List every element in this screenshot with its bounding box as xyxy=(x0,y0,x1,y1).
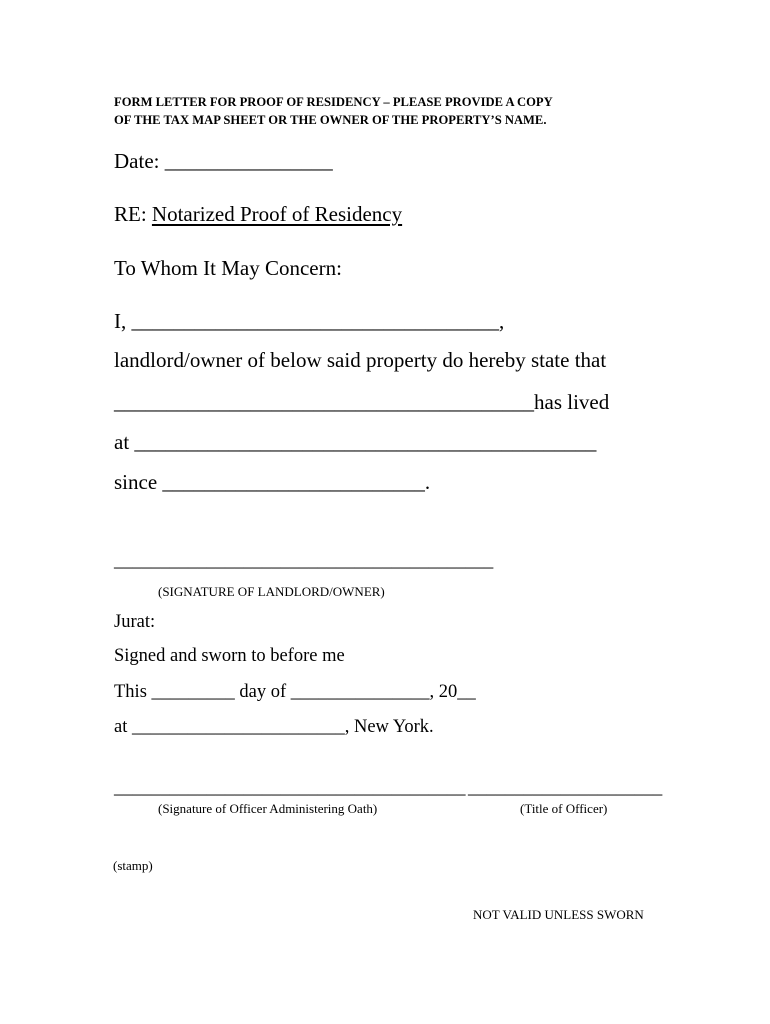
jurat-label: Jurat: xyxy=(114,612,156,632)
officer-signature-caption: (Signature of Officer Administering Oath) xyxy=(158,801,378,816)
landlord-signature-line: _________________________________________ xyxy=(114,551,494,571)
jurat-line-2: This _________ day of _______________, 20__ xyxy=(114,682,476,702)
landlord-signature-caption: (SIGNATURE OF LANDLORD/OWNER) xyxy=(158,584,385,599)
stamp-label: (stamp) xyxy=(113,858,153,873)
officer-signature-line: ______________________________________ xyxy=(114,778,466,798)
officer-title-caption: (Title of Officer) xyxy=(520,801,608,816)
body-line-3: ________________________________________has lived xyxy=(114,390,610,414)
header-line-2: OF THE TAX MAP SHEET OR THE OWNER OF THE PROPERTY’S NAME. xyxy=(114,113,547,127)
officer-title-line: _____________________ xyxy=(468,778,663,798)
re-subject: Notarized Proof of Residency xyxy=(151,202,403,226)
body-line-4: at ____________________________________________ xyxy=(114,430,597,454)
header-line-1: FORM LETTER FOR PROOF OF RESIDENCY – PLEASE PROVIDE A COPY xyxy=(114,95,553,109)
body-line-2: landlord/owner of below said property do hereby state that xyxy=(114,348,607,372)
salutation: To Whom It May Concern: xyxy=(114,256,342,280)
re-prefix: RE: xyxy=(114,202,152,226)
body-line-1: I, ___________________________________, xyxy=(114,309,505,333)
date-field: Date: ________________ xyxy=(114,149,333,173)
body-line-5: since _________________________. xyxy=(114,470,431,494)
jurat-line-1: Signed and sworn to before me xyxy=(114,646,345,666)
re-line xyxy=(114,202,402,227)
jurat-line-3: at _______________________, New York. xyxy=(114,717,434,737)
validity-notice: NOT VALID UNLESS SWORN xyxy=(473,907,644,922)
